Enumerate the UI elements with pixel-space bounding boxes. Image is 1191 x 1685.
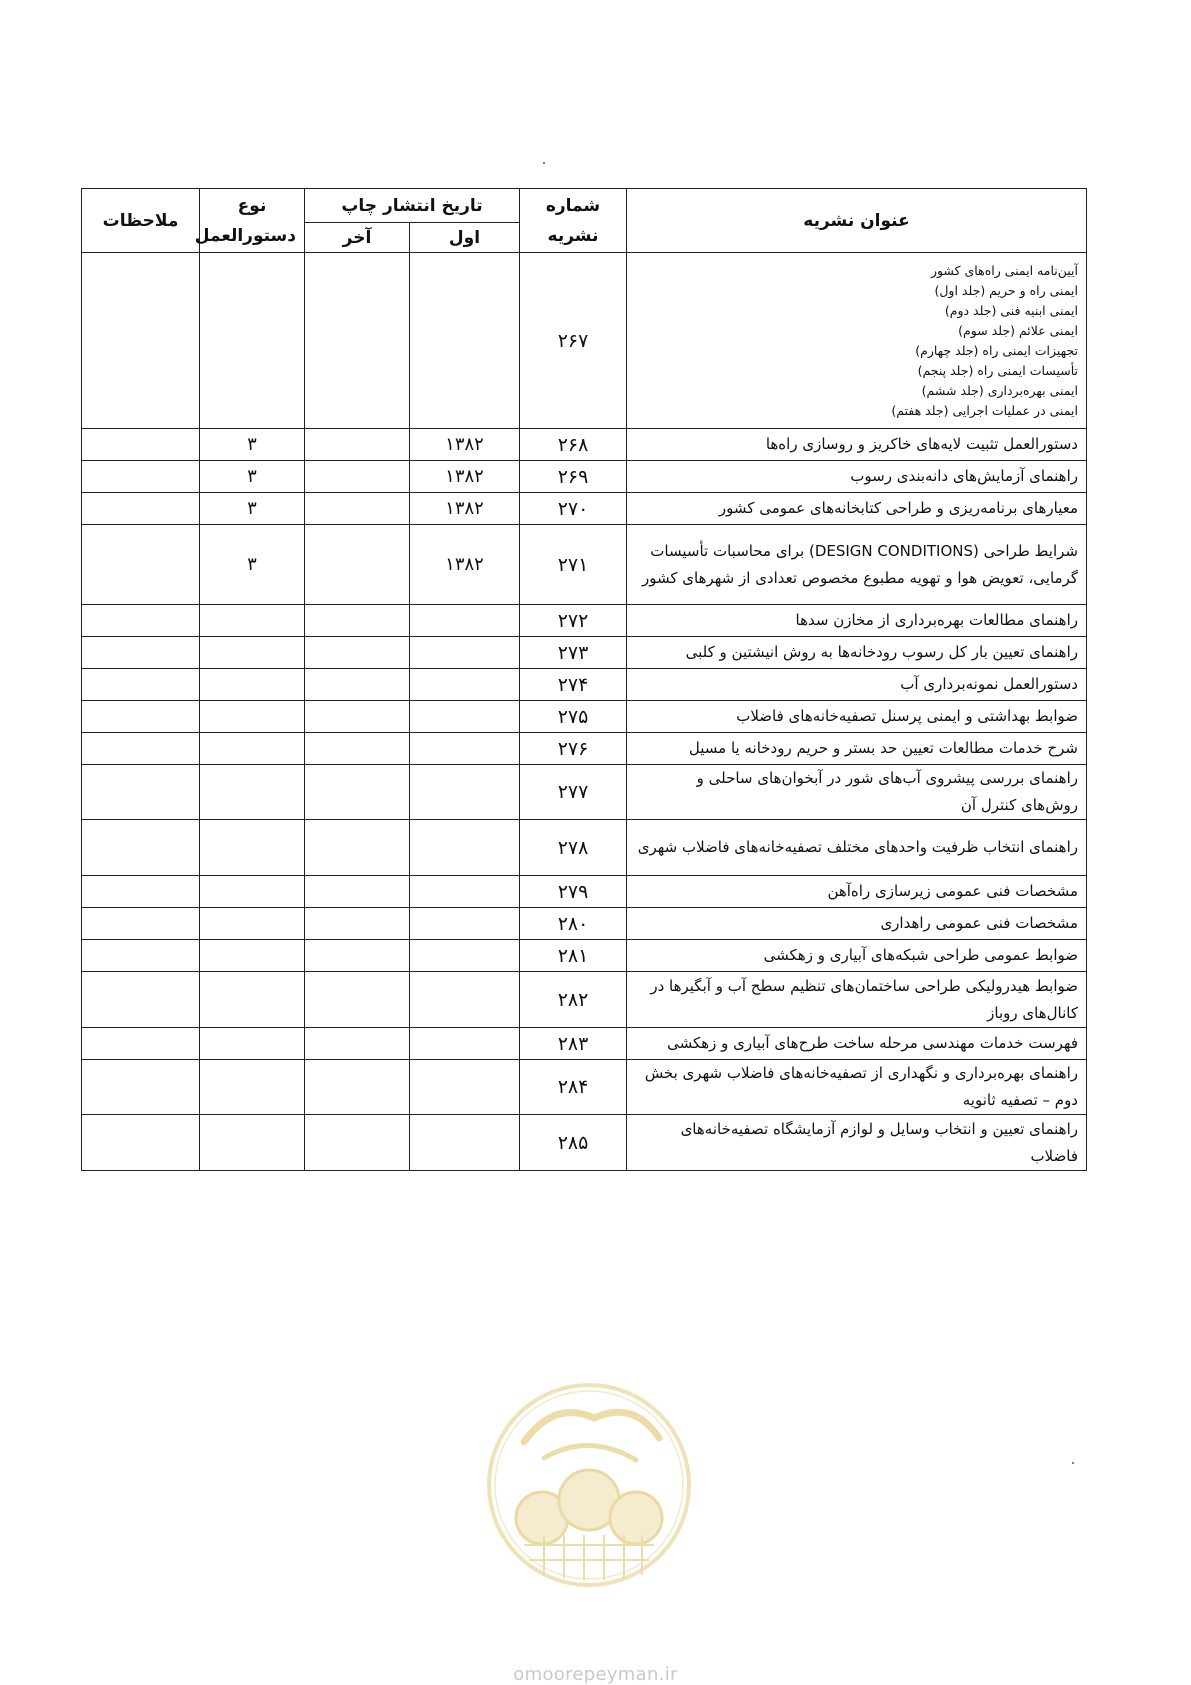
- notes-cell: [82, 733, 200, 765]
- publications-table: [81, 188, 1087, 1171]
- type-cell: [200, 605, 305, 637]
- last-date-cell: [305, 637, 410, 669]
- header-number: شماره نشریه: [520, 189, 627, 253]
- table-row: [82, 940, 1087, 972]
- last-date-cell: [305, 429, 410, 461]
- type-cell: [200, 637, 305, 669]
- title-cell: راهنمای بهره‌برداری و نگهداری از تصفیه‌خانه‌های فاضلاب شهری بخش دوم – تصفیه ثانویه: [627, 1060, 1087, 1115]
- header-date-group: تاریخ انتشار چاپ: [305, 189, 520, 223]
- first-date-cell: [410, 1060, 520, 1115]
- type-cell: [200, 733, 305, 765]
- notes-cell: [82, 820, 200, 876]
- sub-title-item: تأسیسات ایمنی راه (جلد پنجم): [917, 362, 1078, 378]
- table-row: [82, 820, 1087, 876]
- first-date-cell: [410, 820, 520, 876]
- title-cell: ضوابط بهداشتی و ایمنی پرسنل تصفیه‌خانه‌های فاضلاب: [627, 701, 1087, 733]
- last-date-cell: [305, 908, 410, 940]
- header-date-first: اول: [410, 223, 520, 253]
- number-cell: ۲۶۷: [520, 253, 627, 429]
- table-row: [82, 493, 1087, 525]
- sub-title-item: تجهیزات ایمنی راه (جلد چهارم): [915, 342, 1078, 358]
- type-cell: [200, 1028, 305, 1060]
- last-date-cell: [305, 1028, 410, 1060]
- header-date-last: آخر: [305, 223, 410, 253]
- header-type: نوع دستورالعمل: [200, 189, 305, 253]
- sub-title-item: آیین‌نامه ایمنی راه‌های کشور: [930, 262, 1078, 278]
- title-cell: ضوابط عمومی طراحی شبکه‌های آبیاری و زهکشی: [627, 940, 1087, 972]
- notes-cell: [82, 876, 200, 908]
- first-date-cell: [410, 1028, 520, 1060]
- type-cell: ۳: [200, 461, 305, 493]
- number-cell: ۲۷۸: [520, 820, 627, 876]
- type-cell: [200, 701, 305, 733]
- first-date-cell: [410, 701, 520, 733]
- last-date-cell: [305, 461, 410, 493]
- notes-cell: [82, 908, 200, 940]
- title-cell: فهرست خدمات مهندسی مرحله ساخت طرح‌های آبیاری و زهکشی: [627, 1028, 1087, 1060]
- number-cell: ۲۷۱: [520, 525, 627, 605]
- first-date-cell: [410, 733, 520, 765]
- header-notes: ملاحظات: [82, 189, 200, 253]
- table-row: [82, 461, 1087, 493]
- sub-title-item: ایمنی راه و حریم (جلد اول): [934, 282, 1078, 298]
- first-date-cell: ۱۳۸۲: [410, 493, 520, 525]
- number-cell: ۲۶۸: [520, 429, 627, 461]
- table-row: [82, 908, 1087, 940]
- table-row: [82, 765, 1087, 820]
- notes-cell: [82, 605, 200, 637]
- notes-cell: [82, 669, 200, 701]
- number-cell: ۲۸۱: [520, 940, 627, 972]
- last-date-cell: [305, 940, 410, 972]
- notes-cell: [82, 525, 200, 605]
- last-date-cell: [305, 1060, 410, 1115]
- sub-title-item: ایمنی بهره‌برداری (جلد ششم): [921, 382, 1078, 398]
- table-row: [82, 701, 1087, 733]
- table-row: [82, 525, 1087, 605]
- type-cell: ۳: [200, 493, 305, 525]
- number-cell: ۲۷۷: [520, 765, 627, 820]
- number-cell: ۲۶۹: [520, 461, 627, 493]
- last-date-cell: [305, 493, 410, 525]
- sub-title-item: ایمنی ابنیه فنی (جلد دوم): [944, 302, 1078, 318]
- type-cell: [200, 876, 305, 908]
- last-date-cell: [305, 733, 410, 765]
- notes-cell: [82, 253, 200, 429]
- table-row: [82, 876, 1087, 908]
- watermark-logo: [484, 1380, 694, 1590]
- sub-title-list: [635, 260, 1078, 422]
- type-cell: [200, 1115, 305, 1171]
- notes-cell: [82, 1028, 200, 1060]
- last-date-cell: [305, 820, 410, 876]
- watermark-text: omoorepeyman.ir: [513, 1664, 678, 1685]
- sub-title-item: ایمنی علائم (جلد سوم): [958, 322, 1078, 338]
- title-cell: دستورالعمل نمونه‌برداری آب: [627, 669, 1087, 701]
- type-cell: [200, 669, 305, 701]
- title-cell: راهنمای آزمایش‌های دانه‌بندی رسوب: [627, 461, 1087, 493]
- title-cell: راهنمای تعیین بار کل رسوب رودخانه‌ها به روش انیشتین و کلبی: [627, 637, 1087, 669]
- last-date-cell: [305, 876, 410, 908]
- number-cell: ۲۷۴: [520, 669, 627, 701]
- type-cell: [200, 253, 305, 429]
- notes-cell: [82, 637, 200, 669]
- number-cell: ۲۸۰: [520, 908, 627, 940]
- first-date-cell: [410, 972, 520, 1028]
- title-cell: [627, 253, 1087, 429]
- last-date-cell: [305, 525, 410, 605]
- type-cell: [200, 972, 305, 1028]
- type-cell: [200, 1060, 305, 1115]
- title-cell: شرایط طراحی (DESIGN CONDITIONS) برای محاسبات تأسیسات گرمایی، تعویض هوا و تهویه مطبوع مخصوص تعدادی از شهرهای کشور: [627, 525, 1087, 605]
- notes-cell: [82, 765, 200, 820]
- type-cell: ۳: [200, 525, 305, 605]
- table-row: [82, 972, 1087, 1028]
- title-cell: راهنمای انتخاب ظرفیت واحدهای مختلف تصفیه‌خانه‌های فاضلاب شهری: [627, 820, 1087, 876]
- first-date-cell: [410, 765, 520, 820]
- first-date-cell: ۱۳۸۲: [410, 461, 520, 493]
- notes-cell: [82, 429, 200, 461]
- last-date-cell: [305, 972, 410, 1028]
- scan-speck: [1072, 1462, 1074, 1464]
- notes-cell: [82, 493, 200, 525]
- title-cell: ضوابط هیدرولیکی طراحی ساختمان‌های تنظیم سطح آب و آبگیرها در کانال‌های روباز: [627, 972, 1087, 1028]
- number-cell: ۲۷۰: [520, 493, 627, 525]
- table-row: [82, 1060, 1087, 1115]
- last-date-cell: [305, 1115, 410, 1171]
- last-date-cell: [305, 701, 410, 733]
- table-row: [82, 429, 1087, 461]
- type-cell: ۳: [200, 429, 305, 461]
- table-row: [82, 605, 1087, 637]
- type-cell: [200, 908, 305, 940]
- first-date-cell: ۱۳۸۲: [410, 429, 520, 461]
- last-date-cell: [305, 253, 410, 429]
- type-cell: [200, 765, 305, 820]
- type-cell: [200, 820, 305, 876]
- table-row: [82, 669, 1087, 701]
- first-date-cell: [410, 876, 520, 908]
- first-date-cell: [410, 605, 520, 637]
- first-date-cell: [410, 253, 520, 429]
- notes-cell: [82, 1060, 200, 1115]
- title-cell: مشخصات فنی عمومی راهداری: [627, 908, 1087, 940]
- number-cell: ۲۷۶: [520, 733, 627, 765]
- type-cell: [200, 940, 305, 972]
- number-cell: ۲۷۳: [520, 637, 627, 669]
- title-cell: شرح خدمات مطالعات تعیین حد بستر و حریم رودخانه یا مسیل: [627, 733, 1087, 765]
- notes-cell: [82, 701, 200, 733]
- first-date-cell: [410, 637, 520, 669]
- notes-cell: [82, 1115, 200, 1171]
- number-cell: ۲۸۵: [520, 1115, 627, 1171]
- title-cell: مشخصات فنی عمومی زیرسازی راه‌آهن: [627, 876, 1087, 908]
- table-row: [82, 733, 1087, 765]
- table-row: [82, 253, 1087, 429]
- scan-speck: [543, 162, 545, 164]
- number-cell: ۲۷۹: [520, 876, 627, 908]
- title-cell: راهنمای تعیین و انتخاب وسایل و لوازم آزمایشگاه تصفیه‌خانه‌های فاضلاب: [627, 1115, 1087, 1171]
- notes-cell: [82, 461, 200, 493]
- number-cell: ۲۸۲: [520, 972, 627, 1028]
- header-title: عنوان نشریه: [627, 189, 1087, 253]
- last-date-cell: [305, 669, 410, 701]
- first-date-cell: [410, 908, 520, 940]
- first-date-cell: [410, 940, 520, 972]
- number-cell: ۲۸۴: [520, 1060, 627, 1115]
- first-date-cell: ۱۳۸۲: [410, 525, 520, 605]
- number-cell: ۲۷۲: [520, 605, 627, 637]
- table-row: [82, 1115, 1087, 1171]
- notes-cell: [82, 972, 200, 1028]
- title-cell: دستورالعمل تثبیت لایه‌های خاکریز و روسازی راه‌ها: [627, 429, 1087, 461]
- title-cell: راهنمای مطالعات بهره‌برداری از مخازن سدها: [627, 605, 1087, 637]
- notes-cell: [82, 940, 200, 972]
- title-cell: معیارهای برنامه‌ریزی و طراحی کتابخانه‌های عمومی کشور: [627, 493, 1087, 525]
- first-date-cell: [410, 1115, 520, 1171]
- title-cell: راهنمای بررسی پیشروی آب‌های شور در آبخوان‌های ساحلی و روش‌های کنترل آن: [627, 765, 1087, 820]
- last-date-cell: [305, 605, 410, 637]
- table-row: [82, 637, 1087, 669]
- number-cell: ۲۸۳: [520, 1028, 627, 1060]
- number-cell: ۲۷۵: [520, 701, 627, 733]
- sub-title-item: ایمنی در عملیات اجرایی (جلد هفتم): [891, 402, 1078, 418]
- first-date-cell: [410, 669, 520, 701]
- last-date-cell: [305, 765, 410, 820]
- table-row: [82, 1028, 1087, 1060]
